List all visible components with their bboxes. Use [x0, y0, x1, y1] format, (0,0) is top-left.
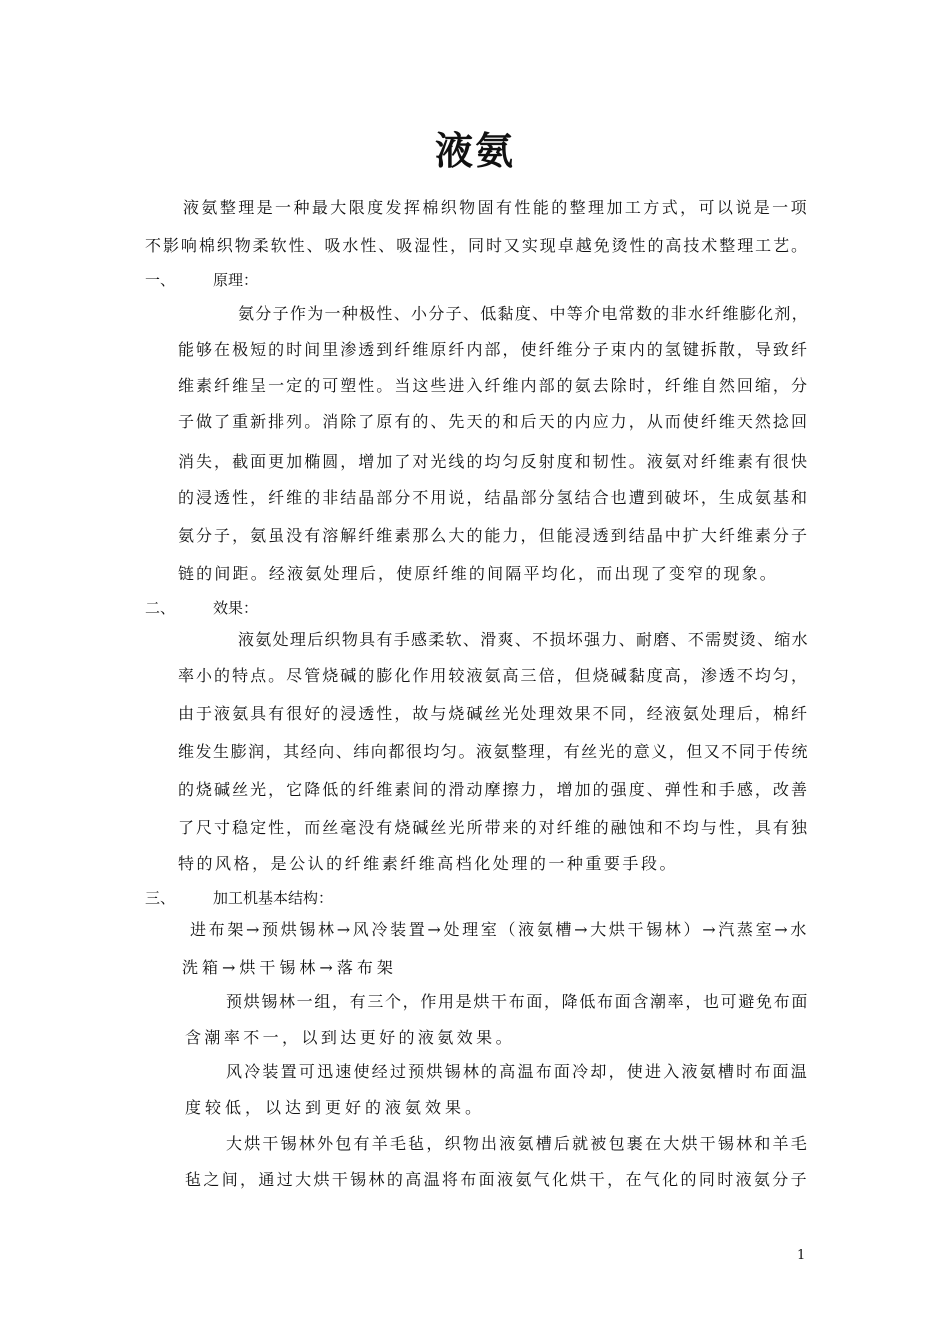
intro-line: 液氨整理是一种最大限度发挥棉织物固有性能的整理加工方式，可以说是一项 — [183, 198, 809, 217]
effect-line: 由于液氨具有很好的浸透性，故与烧碱丝光处理效果不同，经液氨处理后，棉纤 — [178, 704, 809, 723]
drying-cylinder-line: 毡之间，通过大烘干锡林的高温将布面液氨气化烘干，在气化的同时液氨分子 — [185, 1170, 809, 1189]
principle-line: 的浸透性，纤维的非结晶部分不用说，结晶部分氢结合也遭到破坏，生成氨基和 — [178, 488, 809, 507]
principle-line: 子做了重新排列。消除了原有的、先天的和后天的内应力，从而使纤维天然捻回 — [178, 412, 809, 431]
principle-line: 能够在极短的时间里渗透到纤维原纤内部，使纤维分子束内的氢键拆散，导致纤 — [178, 340, 809, 359]
section-title: 效果： — [213, 599, 259, 617]
principle-line: 氨分子，氨虽没有溶解纤维素那么大的能力，但能浸透到结晶中扩大纤维素分子 — [178, 526, 809, 545]
preheat-line: 含潮率不一，以到达更好的液氨效果。 — [185, 1028, 515, 1047]
principle-line: 氨分子作为一种极性、小分子、低黏度、中等介电常数的非水纤维膨化剂， — [238, 304, 809, 323]
section-title: 加工机基本结构： — [213, 889, 334, 907]
effect-line: 率小的特点。尽管烧碱的膨化作用较液氨高三倍，但烧碱黏度高，渗透不均匀， — [178, 666, 809, 685]
effect-line: 液氨处理后织物具有手感柔软、滑爽、不损坏强力、耐磨、不需熨烫、缩水 — [238, 630, 809, 649]
intro-line: 不影响棉织物柔软性、吸水性、吸湿性，同时又实现卓越免烫性的高技术整理工艺。 — [145, 236, 809, 255]
effect-line: 维发生膨润，其经向、纬向都很均匀。液氨整理，有丝光的意义，但又不同于传统 — [178, 742, 809, 761]
section-title: 原理： — [213, 271, 259, 289]
air-cooling-line: 风冷装置可迅速使经过预烘锡林的高温布面冷却，使进入液氨槽时布面温 — [226, 1062, 809, 1081]
principle-line: 消失，截面更加椭圆，增加了对光线的均匀反射度和韧性。液氨对纤维素有很快 — [178, 452, 809, 471]
effect-line: 了尺寸稳定性，而丝毫没有烧碱丝光所带来的对纤维的融蚀和不均与性，具有独 — [178, 818, 809, 837]
document-title: 液氨 — [434, 128, 515, 173]
principle-line: 链的间距。经液氨处理后，使原纤维的间隔平均化，而出现了变窄的现象。 — [178, 564, 778, 583]
section-number: 一、 — [145, 271, 176, 289]
page-number: 1 — [797, 1248, 806, 1263]
preheat-line: 预烘锡林一组，有三个，作用是烘干布面，降低布面含潮率，也可避免布面 — [226, 992, 809, 1011]
air-cooling-line: 度较低，以达到更好的液氨效果。 — [185, 1098, 485, 1117]
process-flow-line: 洗箱→烘干锡林→落布架 — [182, 958, 397, 977]
effect-line: 特的风格，是公认的纤维素纤维高档化处理的一种重要手段。 — [178, 854, 678, 873]
section-number: 三、 — [145, 889, 176, 907]
drying-cylinder-line: 大烘干锡林外包有羊毛毡，织物出液氨槽后就被包裹在大烘干锡林和羊毛 — [226, 1134, 809, 1153]
effect-line: 的烧碱丝光，它降低的纤维素间的滑动摩擦力，增加的强度、弹性和手感，改善 — [178, 780, 809, 799]
section-number: 二、 — [145, 599, 176, 617]
principle-line: 维素纤维呈一定的可塑性。当这些进入纤维内部的氨去除时，纤维自然回缩，分 — [178, 376, 809, 395]
process-flow-line: 进布架→预烘锡林→风冷装置→处理室（液氨槽→大烘干锡林）→汽蒸室→水 — [190, 920, 809, 939]
